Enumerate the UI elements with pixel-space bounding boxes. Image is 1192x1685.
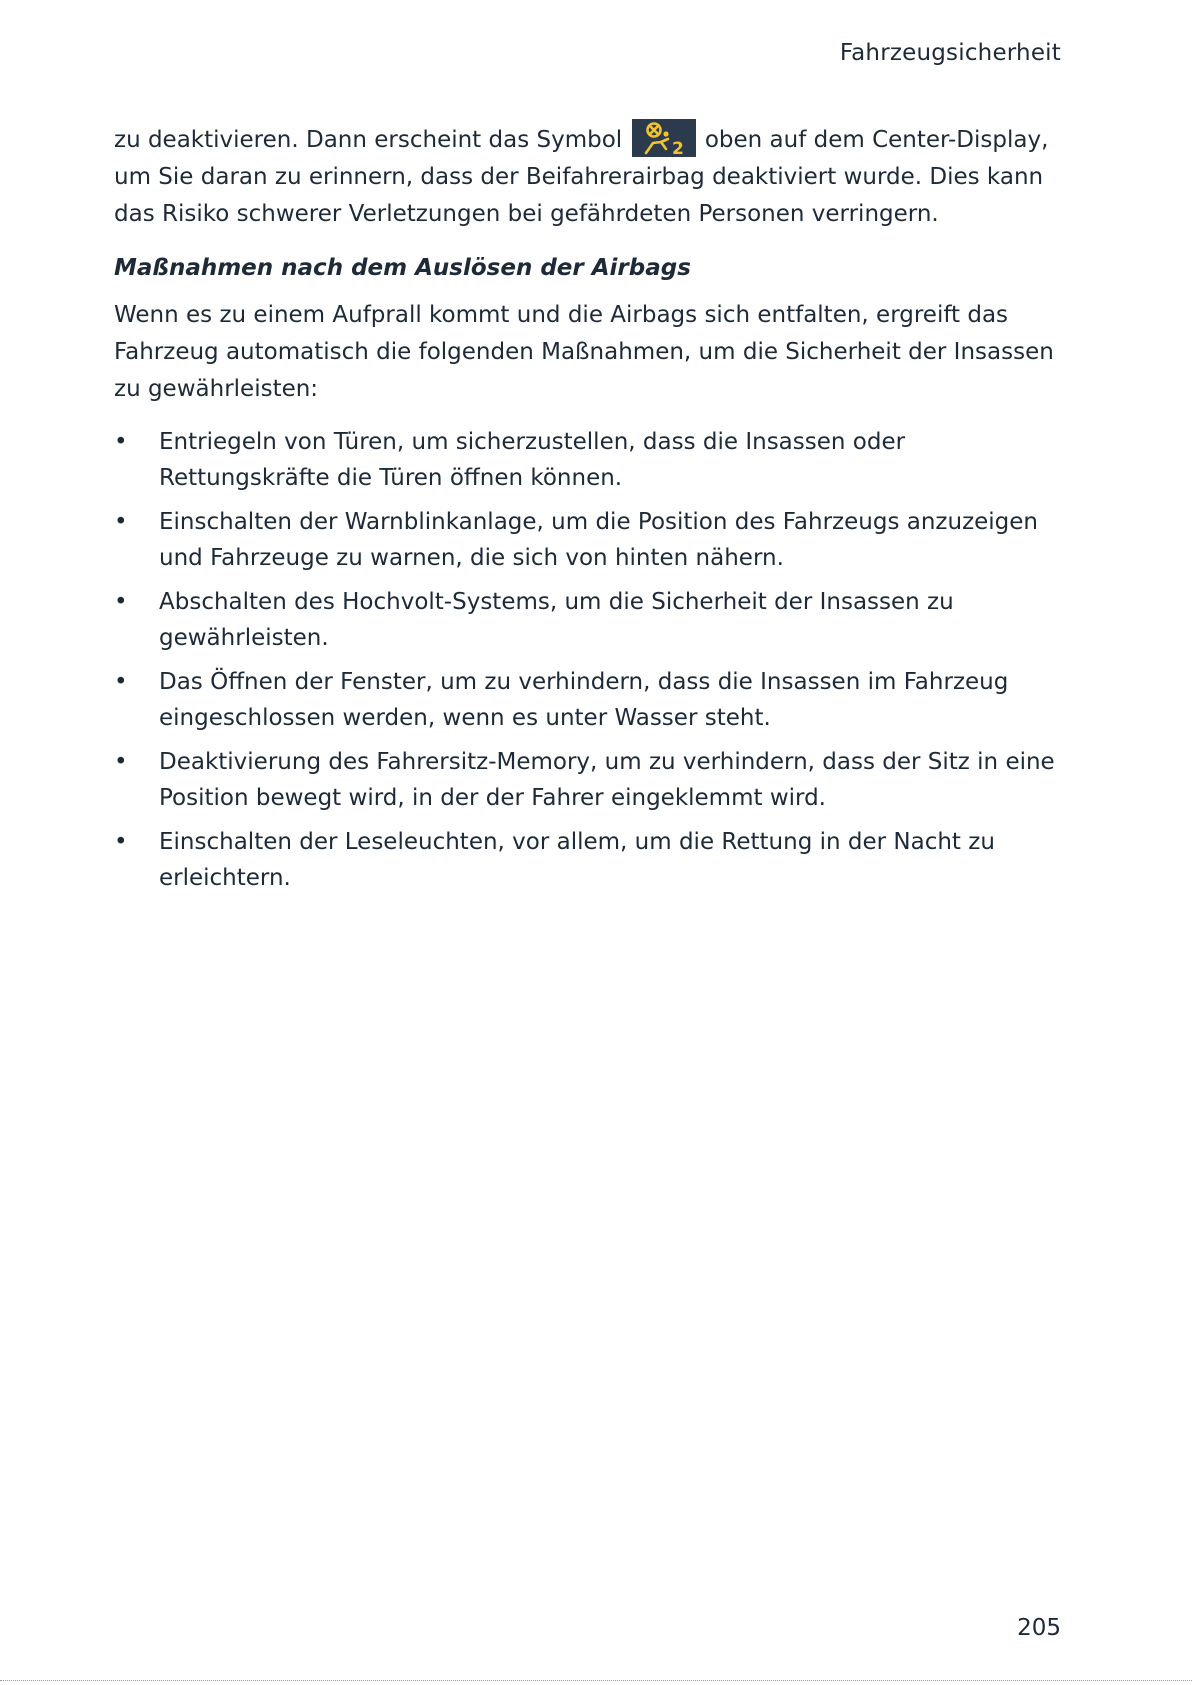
list-item: [114, 744, 1074, 816]
section-lead-paragraph: Wenn es zu einem Aufprall kommt und die Airbags sich entfalten, ergreift das Fahrzeug automatisch die folgenden Maßnahmen, um die Sicherheit der Insassen zu gewährleisten:: [114, 302, 1054, 402]
bullet-glyph: •: [114, 749, 128, 775]
list-item: [114, 504, 1074, 576]
bullet-glyph: •: [114, 429, 128, 455]
page-number: 205: [1017, 1615, 1061, 1641]
page-edge-divider: [0, 1680, 1192, 1681]
list-item-text: Abschalten des Hochvolt-Systems, um die Sicherheit der Insassen zu gewährleisten.: [159, 589, 954, 651]
bullet-glyph: •: [114, 669, 128, 695]
passenger-airbag-off-icon: [632, 119, 696, 157]
section-heading: Maßnahmen nach dem Auslösen der Airbags: [114, 255, 691, 281]
measures-list: [114, 424, 1074, 896]
page-content: [114, 122, 1074, 904]
intro-text-before-symbol: zu deaktivieren. Dann erscheint das Symbol: [114, 127, 623, 153]
intro-paragraph: [114, 122, 1074, 233]
list-item-text: Deaktivierung des Fahrersitz-Memory, um zu verhindern, dass der Sitz in eine Position bewegt wird, in der der Fahrer eingeklemmt wird.: [159, 749, 1055, 811]
list-item: [114, 584, 1074, 656]
bullet-glyph: •: [114, 509, 128, 535]
list-item: [114, 824, 1074, 896]
list-item-text: Entriegeln von Türen, um sicherzustellen, dass die Insassen oder Rettungskräfte die Türen öffnen können.: [159, 429, 906, 491]
list-item: [114, 424, 1074, 496]
list-item-text: Einschalten der Leseleuchten, vor allem, um die Rettung in der Nacht zu erleichtern.: [159, 829, 995, 891]
svg-text:2: 2: [671, 138, 684, 157]
list-item-text: Einschalten der Warnblinkanlage, um die Position des Fahrzeugs anzuzeigen und Fahrzeuge zu warnen, die sich von hinten nähern.: [159, 509, 1039, 571]
intro-text-after-symbol: oben auf dem Center-Display, um Sie daran zu erinnern, dass der Beifahrerairbag deaktiviert wurde. Dies kann das Risiko schwerer Verletzungen bei gefährdeten Personen verringern.: [114, 127, 1049, 227]
bullet-glyph: •: [114, 829, 128, 855]
list-item-text: Das Öffnen der Fenster, um zu verhindern, dass die Insassen im Fahrzeug eingeschlossen werden, wenn es unter Wasser steht.: [159, 669, 1009, 731]
bullet-glyph: •: [114, 589, 128, 615]
running-header: Fahrzeugsicherheit: [839, 40, 1061, 66]
list-item: [114, 664, 1074, 736]
